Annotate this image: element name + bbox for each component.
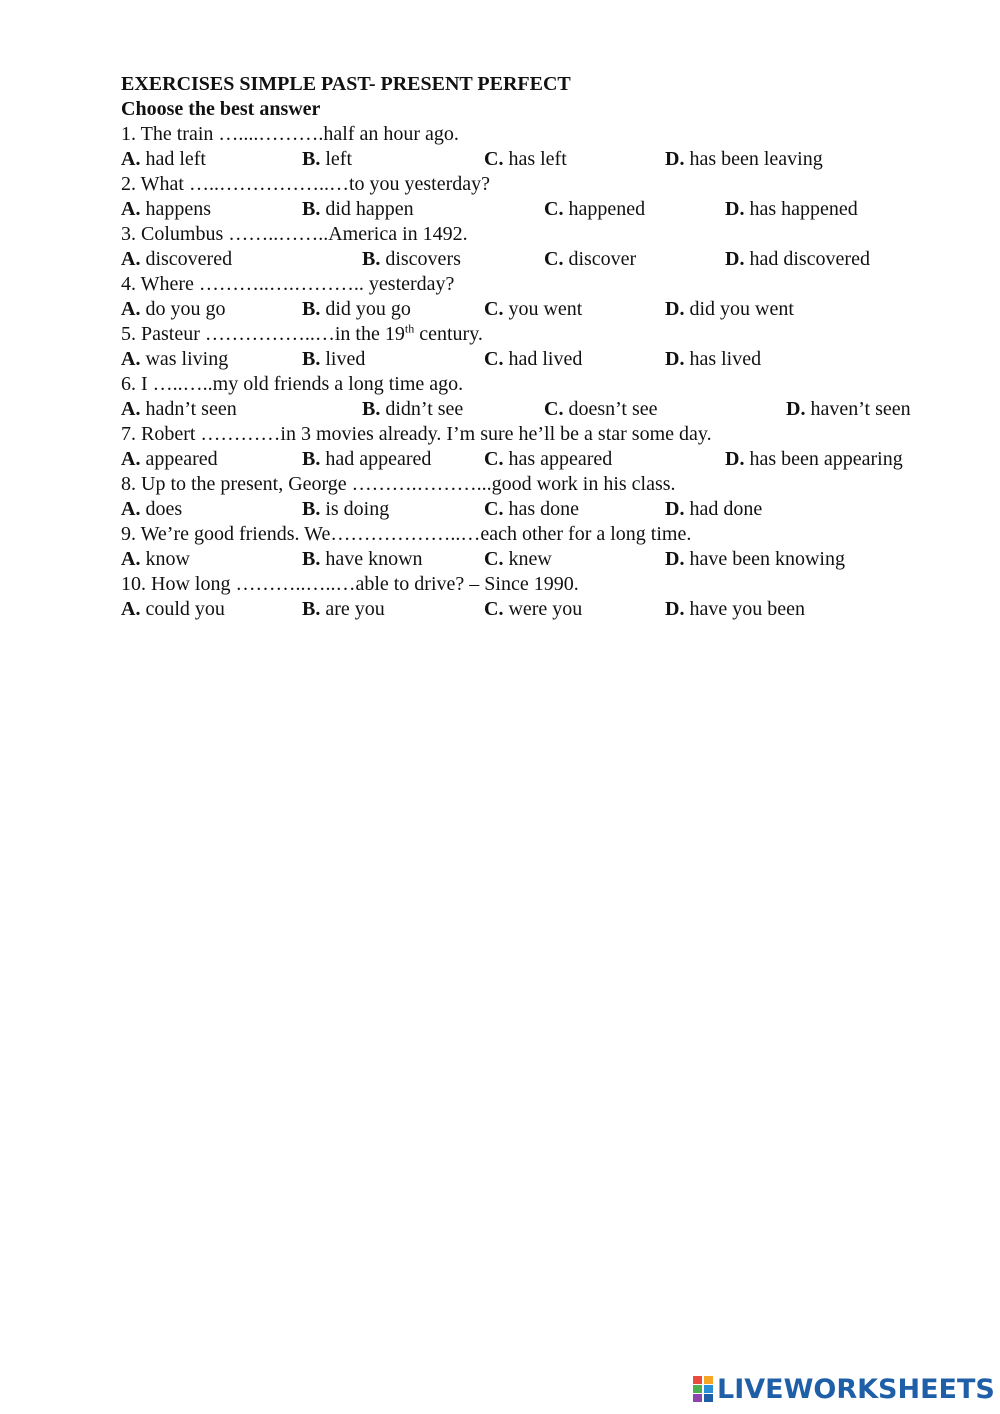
- option-letter: A.: [121, 498, 141, 520]
- option-letter: A.: [121, 348, 141, 370]
- option-letter: D.: [725, 248, 745, 270]
- option-letter: C.: [484, 598, 504, 620]
- option-text: could you: [140, 598, 225, 620]
- answer-options: [121, 297, 941, 322]
- option-text: had left: [140, 148, 206, 170]
- answer-option-a[interactable]: [121, 547, 190, 572]
- answer-option-d[interactable]: [665, 347, 761, 372]
- answer-option-b[interactable]: [302, 447, 431, 472]
- question-8: [121, 472, 941, 497]
- question-list: [121, 122, 941, 622]
- option-text: lived: [320, 348, 366, 370]
- answer-option-b[interactable]: [362, 247, 461, 272]
- option-letter: B.: [362, 248, 381, 270]
- answer-options: [121, 397, 941, 422]
- option-text: had discovered: [744, 248, 870, 270]
- option-letter: C.: [484, 548, 504, 570]
- question-text-tail: century.: [414, 323, 483, 345]
- question-text: 8. Up to the present, George ……….………...good work in his class.: [121, 473, 676, 495]
- option-text: do you go: [140, 298, 226, 320]
- answer-options: [121, 147, 941, 172]
- option-text: has been appearing: [744, 448, 903, 470]
- question-text: 2. What …..……………..…to you yesterday?: [121, 173, 491, 195]
- answer-options: [121, 197, 941, 222]
- option-text: you went: [503, 298, 583, 320]
- option-text: discover: [563, 248, 637, 270]
- option-text: have been knowing: [684, 548, 845, 570]
- liveworksheets-logo-text: LIVEWORKSHEETS: [717, 1373, 995, 1405]
- answer-option-d[interactable]: [665, 297, 794, 322]
- option-text: has appeared: [503, 448, 613, 470]
- option-letter: B.: [302, 598, 321, 620]
- answer-option-d[interactable]: [786, 397, 911, 422]
- question-text: 4. Where ………..….……….. yesterday?: [121, 273, 455, 295]
- answer-option-d[interactable]: [665, 497, 762, 522]
- option-letter: B.: [302, 498, 321, 520]
- answer-option-b[interactable]: [302, 147, 352, 172]
- question-text: 6. I …..…..my old friends a long time ago.: [121, 373, 464, 395]
- answer-option-d[interactable]: [725, 197, 858, 222]
- option-letter: A.: [121, 198, 141, 220]
- question-4: [121, 272, 941, 297]
- answer-option-b[interactable]: [302, 597, 385, 622]
- answer-option-a[interactable]: [121, 347, 228, 372]
- answer-option-d[interactable]: [665, 597, 805, 622]
- option-text: discovered: [140, 248, 233, 270]
- option-text: knew: [503, 548, 552, 570]
- question-superscript: th: [404, 321, 415, 336]
- option-letter: C.: [484, 498, 504, 520]
- answer-option-a[interactable]: [121, 497, 182, 522]
- answer-options: [121, 547, 941, 572]
- answer-option-b[interactable]: [302, 497, 389, 522]
- option-text: had lived: [503, 348, 583, 370]
- question-text: 3. Columbus ……..……..America in 1492.: [121, 223, 468, 245]
- option-letter: A.: [121, 248, 141, 270]
- question-10: [121, 572, 941, 597]
- question-text: 5. Pasteur ……………..…in the 19: [121, 323, 405, 345]
- option-letter: C.: [484, 298, 504, 320]
- option-letter: D.: [786, 398, 806, 420]
- question-2: [121, 172, 941, 197]
- question-7: [121, 422, 941, 447]
- answer-options: [121, 497, 941, 522]
- answer-option-c[interactable]: [484, 547, 552, 572]
- answer-option-c[interactable]: [484, 447, 612, 472]
- option-letter: D.: [665, 598, 685, 620]
- option-text: has done: [503, 498, 579, 520]
- question-5: [121, 322, 941, 347]
- option-letter: D.: [665, 498, 685, 520]
- answer-option-b[interactable]: [302, 297, 411, 322]
- answer-option-a[interactable]: [121, 197, 211, 222]
- answer-option-c[interactable]: [484, 297, 582, 322]
- option-letter: B.: [362, 398, 381, 420]
- answer-options: [121, 247, 941, 272]
- answer-option-a[interactable]: [121, 597, 225, 622]
- question-text: 1. The train …....……….half an hour ago.: [121, 123, 459, 145]
- answer-options: [121, 597, 941, 622]
- option-letter: B.: [302, 448, 321, 470]
- option-text: happens: [140, 198, 211, 220]
- answer-option-c[interactable]: [544, 197, 645, 222]
- answer-option-c[interactable]: [544, 397, 658, 422]
- answer-option-d[interactable]: [665, 547, 845, 572]
- answer-options: [121, 447, 941, 472]
- option-letter: D.: [665, 348, 685, 370]
- option-letter: B.: [302, 548, 321, 570]
- option-letter: D.: [725, 448, 745, 470]
- option-letter: A.: [121, 398, 141, 420]
- option-letter: C.: [544, 248, 564, 270]
- option-letter: B.: [302, 348, 321, 370]
- option-text: has happened: [744, 198, 858, 220]
- liveworksheets-brand: [692, 1373, 995, 1405]
- option-letter: C.: [484, 448, 504, 470]
- option-letter: A.: [121, 548, 141, 570]
- answer-option-c[interactable]: [484, 147, 567, 172]
- question-text: 10. How long ………..…..…able to drive? – Since 1990.: [121, 573, 579, 595]
- option-letter: A.: [121, 298, 141, 320]
- option-letter: A.: [121, 148, 141, 170]
- option-letter: C.: [484, 348, 504, 370]
- option-text: has been leaving: [684, 148, 823, 170]
- option-letter: C.: [484, 148, 504, 170]
- question-text: 9. We’re good friends. We………………..…each other for a long time.: [121, 523, 692, 545]
- worksheet-title: EXERCISES SIMPLE PAST- PRESENT PERFECT: [121, 73, 571, 95]
- option-text: were you: [503, 598, 583, 620]
- answer-option-a[interactable]: [121, 247, 232, 272]
- answer-options: [121, 347, 941, 372]
- option-letter: D.: [665, 298, 685, 320]
- answer-option-a[interactable]: [121, 297, 225, 322]
- option-letter: C.: [544, 398, 564, 420]
- answer-option-a[interactable]: [121, 147, 206, 172]
- answer-option-d[interactable]: [725, 447, 903, 472]
- option-text: appeared: [140, 448, 218, 470]
- option-text: did you go: [320, 298, 411, 320]
- answer-option-b[interactable]: [362, 397, 463, 422]
- answer-option-c[interactable]: [484, 347, 582, 372]
- liveworksheets-logo-icon: [692, 1374, 714, 1404]
- option-text: are you: [320, 598, 385, 620]
- question-text: 7. Robert …………in 3 movies already. I’m sure he’ll be a star some day.: [121, 423, 712, 445]
- option-letter: B.: [302, 148, 321, 170]
- option-letter: B.: [302, 298, 321, 320]
- answer-option-b[interactable]: [302, 547, 423, 572]
- option-letter: A.: [121, 598, 141, 620]
- option-text: discovers: [380, 248, 461, 270]
- question-1: [121, 122, 941, 147]
- option-text: was living: [140, 348, 229, 370]
- answer-option-a[interactable]: [121, 397, 237, 422]
- option-letter: D.: [665, 148, 685, 170]
- option-text: had done: [684, 498, 763, 520]
- option-text: has left: [503, 148, 567, 170]
- question-6: [121, 372, 941, 397]
- answer-option-b[interactable]: [302, 197, 414, 222]
- option-text: haven’t seen: [805, 398, 911, 420]
- worksheet: [121, 72, 941, 622]
- option-text: doesn’t see: [563, 398, 658, 420]
- option-text: didn’t see: [380, 398, 464, 420]
- instruction: Choose the best answer: [121, 98, 321, 120]
- option-letter: C.: [544, 198, 564, 220]
- option-text: is doing: [320, 498, 390, 520]
- option-text: did happen: [320, 198, 414, 220]
- question-3: [121, 222, 941, 247]
- option-text: had appeared: [320, 448, 432, 470]
- option-letter: B.: [302, 198, 321, 220]
- answer-option-c[interactable]: [484, 497, 579, 522]
- option-letter: A.: [121, 448, 141, 470]
- question-9: [121, 522, 941, 547]
- option-letter: D.: [665, 548, 685, 570]
- option-text: left: [320, 148, 352, 170]
- option-text: have you been: [684, 598, 805, 620]
- option-letter: D.: [725, 198, 745, 220]
- option-text: does: [140, 498, 183, 520]
- answer-option-d[interactable]: [725, 247, 870, 272]
- option-text: know: [140, 548, 190, 570]
- answer-option-c[interactable]: [544, 247, 636, 272]
- option-text: has lived: [684, 348, 762, 370]
- answer-option-a[interactable]: [121, 447, 218, 472]
- answer-option-c[interactable]: [484, 597, 582, 622]
- answer-option-d[interactable]: [665, 147, 823, 172]
- answer-option-b[interactable]: [302, 347, 365, 372]
- option-text: did you went: [684, 298, 794, 320]
- option-text: hadn’t seen: [140, 398, 237, 420]
- option-text: happened: [563, 198, 646, 220]
- option-text: have known: [320, 548, 423, 570]
